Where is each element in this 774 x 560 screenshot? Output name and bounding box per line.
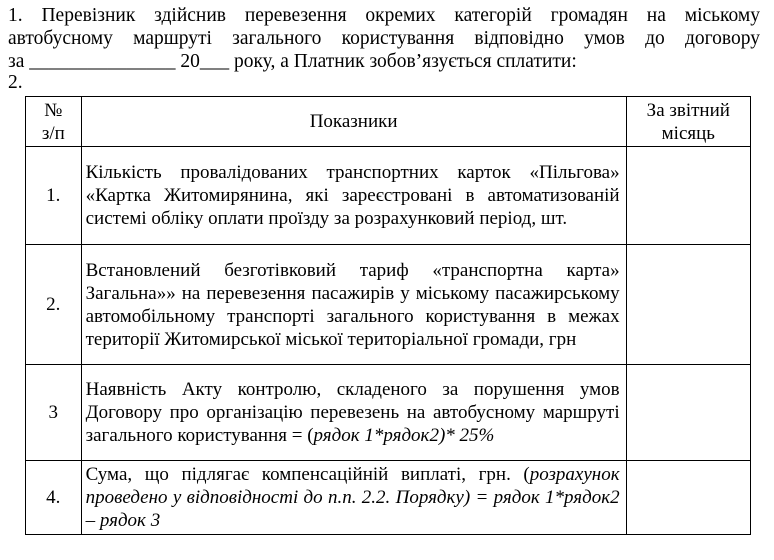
compensation-table — [25, 96, 751, 535]
document — [8, 4, 760, 93]
header-indicators: Показники — [81, 97, 626, 147]
row-description — [81, 461, 626, 535]
row-description-text: Сума, що підлягає компенсаційній виплаті, грн. ( — [85, 464, 530, 485]
header-number — [26, 97, 82, 147]
row-formula-text: рядок 1*рядок2)* 25% — [313, 425, 495, 446]
row-value-cell[interactable] — [626, 461, 750, 535]
intro-line-3: за _______________ 20___ року, а Платник зобов’язується сплатити: — [8, 51, 577, 72]
intro-paragraph — [8, 4, 760, 73]
header-number-line1: № — [44, 99, 63, 121]
intro-line-2: автобусному маршруті загального користування відповідно умов до договору — [8, 28, 760, 49]
table-row — [26, 365, 751, 461]
table-header-row — [26, 97, 751, 147]
row-number: 2. — [26, 245, 82, 365]
table-row — [26, 461, 751, 535]
row-value-cell[interactable] — [626, 365, 750, 461]
row-value-cell[interactable] — [626, 245, 750, 365]
row-description: Встановлений безготівковий тариф «транспортна карта» Загальна»» на перевезення пасажирів у міському пасажирському автомобільному транспорті загального користування в межах території Житомирської міської територіальної громади, грн — [81, 245, 626, 365]
row-number: 1. — [26, 147, 82, 245]
header-value-line1: За звітний — [646, 99, 730, 121]
header-value-line2: місяць — [661, 122, 715, 144]
row-description: Кількість провалідованих транспортних карток «Пільгова» «Картка Житомирянина, які зареєстровані в автоматизованій системі обліку оплати проїзду за розрахунковий період, шт. — [81, 147, 626, 245]
table-row — [26, 147, 751, 245]
row-number: 4. — [26, 461, 82, 535]
row-formula-text: розрахунок проведено у відповідності до п.п. 2.2. Порядку) = рядок 1*рядок2 – рядок 3 — [85, 464, 620, 531]
header-reporting-month — [626, 97, 750, 147]
row-description — [81, 365, 626, 461]
row-number: 3 — [26, 365, 82, 461]
row-value-cell[interactable] — [626, 147, 750, 245]
row-description-text: Наявність Акту контролю, складеного за порушення умов Договору про організацію перевезень на автобусному маршруті загального користування = ( — [85, 379, 620, 446]
item-2-label: 2. — [8, 72, 23, 93]
header-number-line2: з/п — [41, 122, 65, 144]
intro-line-1: 1. Перевізник здійснив перевезення окремих категорій громадян на міському — [8, 5, 760, 26]
table-row — [26, 245, 751, 365]
